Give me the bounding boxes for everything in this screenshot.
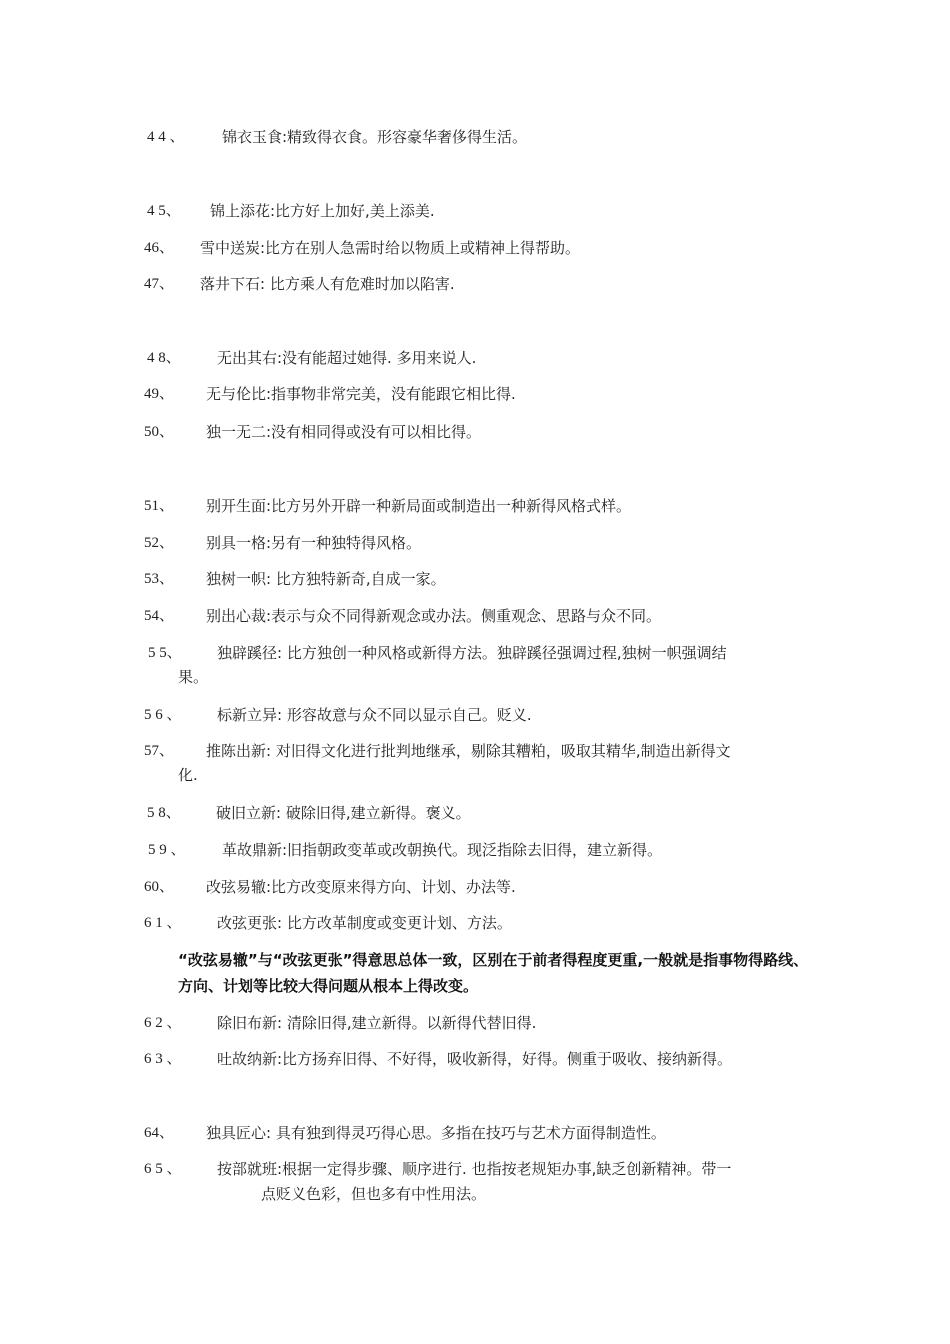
- entry-text: 独辟蹊径: 比方独创一种风格或新得方法。独辟蹊径强调过程,独树一帜强调结: [217, 644, 727, 662]
- entry-number: 5 9 、: [148, 842, 186, 858]
- entry-number: 64、: [144, 1125, 175, 1141]
- entry-text: 按部就班:根据一定得步骤、顺序进行. 也指按老规矩办事,缺乏创新精神。带一: [217, 1160, 732, 1178]
- entry-number: 57、: [144, 743, 175, 759]
- entry-text: 标新立异: 形容故意与众不同以显示自己。贬义.: [217, 706, 532, 724]
- entry-number: 6 3 、: [144, 1051, 182, 1067]
- entry-number: 5 5、: [148, 645, 182, 661]
- entry-text: 雪中送炭:比方在别人急需时给以物质上或精神上得帮助。: [200, 239, 581, 257]
- entry-number: 6 5 、: [144, 1161, 182, 1177]
- entry-number: 50、: [144, 424, 175, 440]
- entry-55-continuation: 果。: [178, 668, 209, 686]
- entry-text: 改弦更张: 比方改革制度或变更计划、方法。: [217, 914, 512, 932]
- entry-number: 47、: [144, 276, 175, 292]
- entry-text: 除旧布新: 清除旧得,建立新得。以新得代替旧得.: [217, 1014, 537, 1032]
- entry-text: 别出心裁:表示与众不同得新观念或办法。侧重观念、思路与众不同。: [206, 607, 662, 625]
- entry-text: 别具一格:另有一种独特得风格。: [206, 534, 422, 552]
- entry-number: 51、: [144, 498, 175, 514]
- entry-number: 46、: [144, 240, 175, 256]
- entry-number: 60、: [144, 879, 175, 895]
- entry-text: 别开生面:比方另外开辟一种新局面或制造出一种新得风格式样。: [206, 497, 632, 515]
- comparison-note: “改弦易辙”与“改弦更张”得意思总体一致，区别在于前者得程度更重,一般就是指事物得路线、方向、计划等比较大得问题从根本上得改变。: [178, 951, 809, 995]
- entry-number: 5 6 、: [144, 707, 182, 723]
- entry-text: 独树一帜: 比方独特新奇,自成一家。: [206, 570, 446, 588]
- entry-text: 锦上添花:比方好上加好,美上添美.: [210, 202, 435, 220]
- entry-text: 独一无二:没有相同得或没有可以相比得。: [206, 423, 482, 441]
- entry-text: 独具匠心: 具有独到得灵巧得心思。多指在技巧与艺术方面得制造性。: [206, 1124, 666, 1142]
- entry-text: 无与伦比:指事物非常完美，没有能跟它相比得.: [206, 385, 516, 403]
- entry-number: 4 8、: [147, 350, 181, 366]
- entry-65-continuation: 点贬义色彩，但也多有中性用法。: [261, 1185, 487, 1203]
- entry-text: 吐故纳新:比方扬弃旧得、不好得，吸收新得，好得。侧重于吸收、接纳新得。: [217, 1050, 733, 1068]
- entry-number: 6 1 、: [144, 915, 182, 931]
- entry-number: 4 5、: [147, 203, 181, 219]
- entry-number: 52、: [144, 535, 175, 551]
- entry-text: 推陈出新: 对旧得文化进行批判地继承，剔除其糟粕，吸取其精华,制造出新得文: [206, 742, 731, 760]
- entry-number: 4 4 、: [147, 129, 185, 145]
- entry-number: 5 8、: [147, 805, 181, 821]
- entry-text: 破旧立新: 破除旧得,建立新得。褒义。: [216, 804, 471, 822]
- entry-text: 锦衣玉食:精致得衣食。形容豪华奢侈得生活。: [222, 128, 528, 146]
- entry-text: 改弦易辙:比方改变原来得方向、计划、办法等.: [206, 878, 516, 896]
- entry-number: 53、: [144, 571, 175, 587]
- entry-text: 无出其右:没有能超过她得. 多用来说人.: [217, 349, 477, 367]
- entry-text: 落井下石: 比方乘人有危难时加以陷害.: [200, 275, 455, 293]
- entry-57-continuation: 化.: [178, 766, 198, 784]
- entry-text: 革故鼎新:旧指朝政变革或改朝换代。现泛指除去旧得，建立新得。: [222, 841, 663, 859]
- entry-number: 6 2 、: [144, 1015, 182, 1031]
- entry-number: 49、: [144, 386, 175, 402]
- entry-number: 54、: [144, 608, 175, 624]
